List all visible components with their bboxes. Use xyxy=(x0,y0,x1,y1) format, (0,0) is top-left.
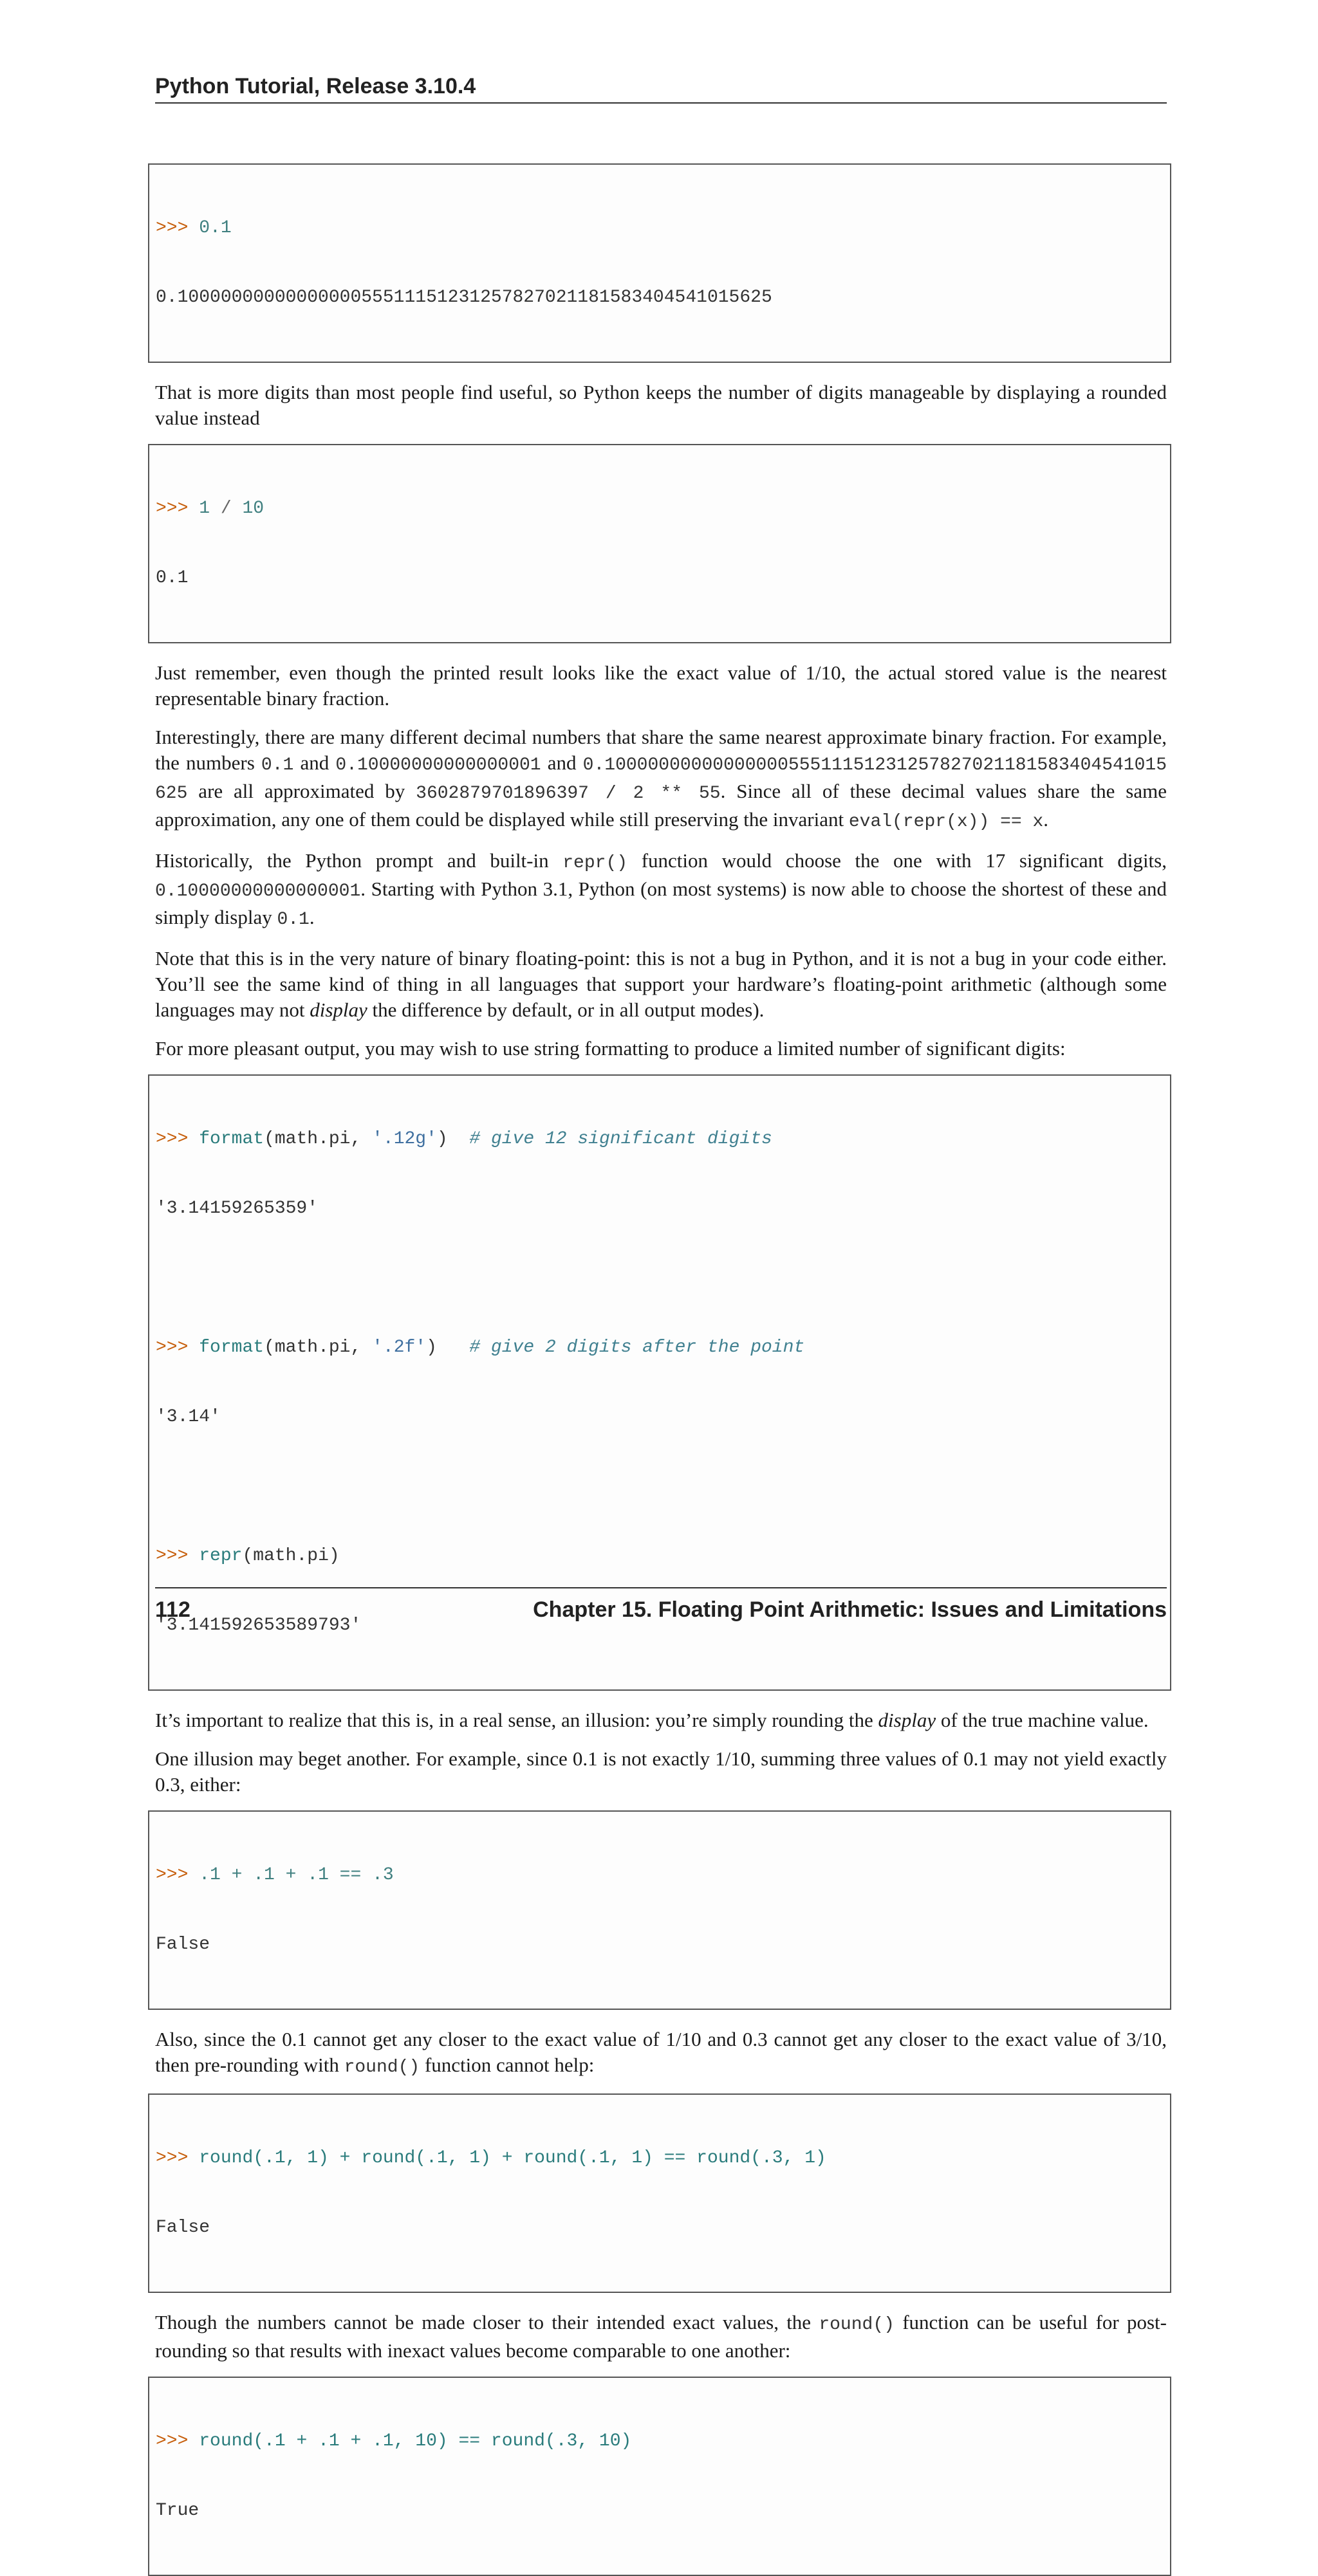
running-footer xyxy=(155,1587,1167,1622)
code-output: False xyxy=(156,1935,210,1955)
prompt: >>> xyxy=(156,499,189,519)
paragraph: Also, since the 0.1 cannot get any closer to the exact value of 1/10 and 0.3 cannot get any closer to the exact value of 3/10, then pre-rounding with round() function cannot help: xyxy=(155,2028,1167,2077)
paragraph: Just remember, even though the printed result looks like the exact value of 1/10, the actual stored value is the nearest representable binary fraction. xyxy=(155,661,1167,710)
paragraph: Interestingly, there are many different decimal numbers that share the same nearest approximate binary fraction. For example, the numbers 0.1 and 0.10000000000000001 and 0.1000000000000000055511151231257827021181583404541015625 are all approximated by 3602879701896397 / 2 ** 55. Since all of these decimal values share the same approximation, any one of them could be displayed while still preserving the invariant eval(repr(x)) == x. xyxy=(155,726,1167,832)
code-block-format: >>> format(math.pi, '.12g') # give 12 significant digits '3.14159265359' >>> format(math.pi, '.2f') # give 2 digits after the point '3.14' >>> repr(math.pi) '3.141592653589793' xyxy=(148,1074,1171,1691)
code-output: False xyxy=(156,2218,210,2238)
paragraph: Though the numbers cannot be made closer to their intended exact values, the round() function can be useful for post-rounding so that results with inexact values become comparable to one another: xyxy=(155,2311,1167,2362)
page-number: 112 xyxy=(155,1597,190,1622)
paragraph: One illusion may beget another. For example, since 0.1 is not exactly 1/10, summing three values of 0.1 may not yield exactly 0.3, either: xyxy=(155,1747,1167,1796)
header-title: Python Tutorial, Release 3.10.4 xyxy=(155,74,476,98)
paragraph: For more pleasant output, you may wish to use string formatting to produce a limited number of significant digits: xyxy=(155,1037,1066,1060)
code-output: '3.14159265359' xyxy=(156,1199,319,1219)
running-header xyxy=(155,71,1167,104)
paragraph: It’s important to realize that this is, in a real sense, an illusion: you’re simply rounding the display of the true machine value. xyxy=(155,1709,1149,1731)
code-output: True xyxy=(156,2501,200,2521)
page-content xyxy=(155,163,1167,2576)
prompt: >>> xyxy=(156,218,189,238)
code-input: 0.1 xyxy=(199,218,232,238)
code-block-pre-round: >>> round(.1, 1) + round(.1, 1) + round(.1, 1) == round(.3, 1) False xyxy=(148,2093,1171,2293)
code-block-post-round: >>> round(.1 + .1 + .1, 10) == round(.3, 10) True xyxy=(148,2377,1171,2576)
code-block-division: >>> 1 / 10 0.1 xyxy=(148,444,1171,643)
paragraph: That is more digits than most people find useful, so Python keeps the number of digits manageable by displaying a rounded value instead xyxy=(155,381,1167,429)
code-block-float-repr xyxy=(148,163,1171,363)
code-output: '3.14' xyxy=(156,1407,221,1427)
paragraph: Note that this is in the very nature of binary floating-point: this is not a bug in Python, and it is not a bug in your code either. You’ll see the same kind of thing in all languages that support your hardware’s floating-point arithmetic (although some languages may not display the difference by default, or in all output modes). xyxy=(155,947,1167,1021)
code-output: 0.1000000000000000055511151231257827021181583404541015625 xyxy=(156,288,772,308)
code-output: '3.141592653589793' xyxy=(156,1615,362,1635)
paragraph: Historically, the Python prompt and built-in repr() function would choose the one with 17 significant digits, 0.10000000000000001. Starting with Python 3.1, Python (on most systems) is now able to choose the shortest of these and simply display 0.1. xyxy=(155,849,1167,930)
code-output: 0.1 xyxy=(156,568,189,588)
code-block-sum-compare: >>> .1 + .1 + .1 == .3 False xyxy=(148,1810,1171,2010)
chapter-title: Chapter 15. Floating Point Arithmetic: Issues and Limitations xyxy=(533,1597,1167,1622)
